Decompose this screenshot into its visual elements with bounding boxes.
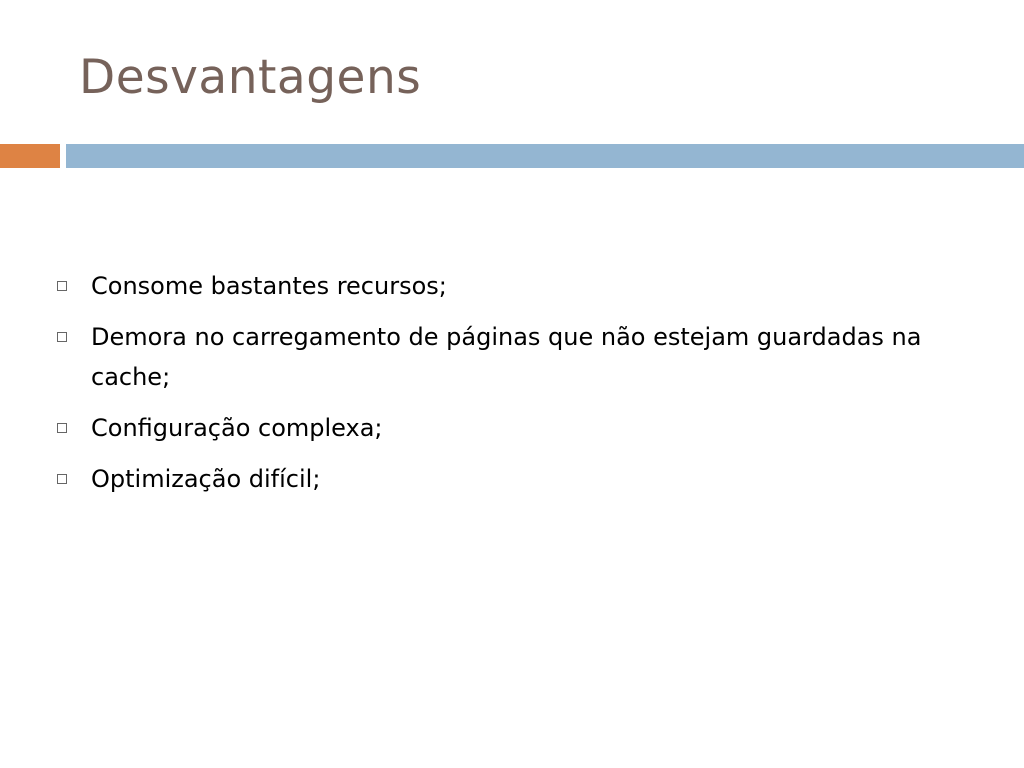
bullet-text: Optimização difícil; bbox=[91, 465, 321, 493]
bullet-item bbox=[56, 266, 936, 306]
header-bar bbox=[66, 144, 1024, 168]
square-bullet-icon bbox=[57, 281, 67, 291]
bullet-item bbox=[56, 408, 936, 448]
bullet-text: Demora no carregamento de páginas que não estejam guardadas na cache; bbox=[91, 323, 922, 391]
bullet-text: Consome bastantes recursos; bbox=[91, 272, 447, 300]
square-bullet-icon bbox=[57, 474, 67, 484]
accent-bar bbox=[0, 144, 60, 168]
square-bullet-icon bbox=[57, 423, 67, 433]
slide-title: Desvantagens bbox=[79, 50, 422, 105]
bullet-text: Configuração complexa; bbox=[91, 414, 383, 442]
bullet-item bbox=[56, 317, 936, 397]
square-bullet-icon bbox=[57, 332, 67, 342]
bullet-item bbox=[56, 459, 936, 499]
bullet-list bbox=[56, 266, 936, 510]
